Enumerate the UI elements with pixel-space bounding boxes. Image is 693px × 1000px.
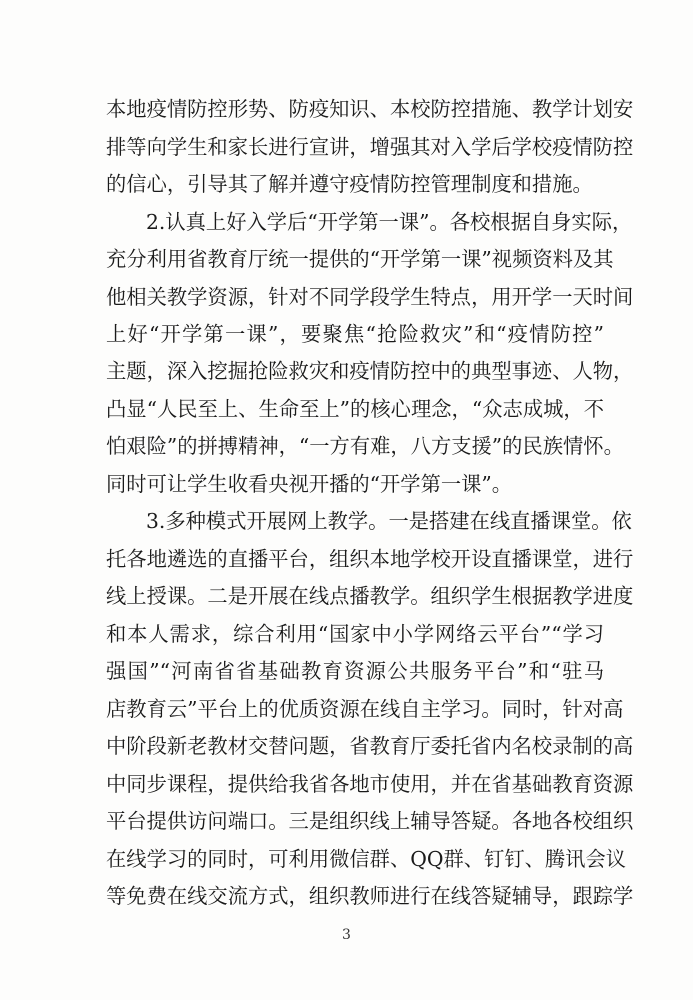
text-line-13: 托各地遴选的直播平台，组织本地学校开设直播课堂，进行 [106, 547, 634, 571]
text-line-7: 上好“开学第一课”，要聚焦“抢险救灾”和“疫情防控” [106, 322, 604, 346]
text-line-1: 本地疫情防控形势、防疫知识、本校防控措施、教学计划安 [106, 97, 634, 121]
text-line-11: 同时可让学生收看央视开播的“开学第一课”。 [106, 472, 513, 496]
text-line-14: 线上授课。二是开展在线点播教学。组织学生根据教学进度 [106, 584, 634, 608]
text-line-9: 凸显“人民至上、生命至上”的核心理念，“众志成城，不 [106, 397, 604, 421]
text-line-15: 和本人需求，综合利用“国家中小学网络云平台”“学习 [106, 622, 604, 646]
text-line-2: 排等向学生和家长进行宣讲，增强其对入学后学校疫情防控 [106, 135, 634, 159]
text-line-17: 店教育云”平台上的优质资源在线自主学习。同时，针对高 [106, 697, 624, 721]
page-number: 3 [342, 927, 351, 943]
text-line-18: 中阶段新老教材交替问题，省教育厅委托省内名校录制的高 [106, 734, 634, 758]
text-line-5: 充分利用省教育厅统一提供的“开学第一课”视频资料及其 [106, 247, 614, 271]
text-line-21: 在线学习的同时，可利用微信群、QQ群、钉钉、腾讯会议 [106, 847, 627, 871]
text-line-12: 3.多种模式开展网上教学。一是搭建在线直播课堂。依 [146, 509, 632, 533]
text-line-20: 平台提供访问端口。三是组织线上辅导答疑。各地各校组织 [106, 809, 634, 833]
text-line-4: 2.认真上好入学后“开学第一课”。各校根据自身实际， [146, 210, 633, 234]
text-line-10: 怕艰险”的拼搏精神，“一方有难，八方支援”的民族情怀。 [106, 434, 624, 458]
text-line-3: 的信心，引导其了解并遵守疫情防控管理制度和措施。 [106, 172, 593, 196]
text-line-6: 他相关教学资源，针对不同学段学生特点，用开学一天时间 [106, 285, 634, 309]
text-line-22: 等免费在线交流方式，组织教师进行在线答疑辅导，跟踪学 [106, 884, 634, 908]
text-line-16: 强国”“河南省省基础教育资源公共服务平台”和“驻马 [106, 659, 604, 683]
text-line-8: 主题，深入挖掘抢险救灾和疫情防控中的典型事迹、人物， [106, 359, 634, 383]
text-line-19: 中同步课程，提供给我省各地市使用，并在省基础教育资源 [106, 772, 634, 796]
